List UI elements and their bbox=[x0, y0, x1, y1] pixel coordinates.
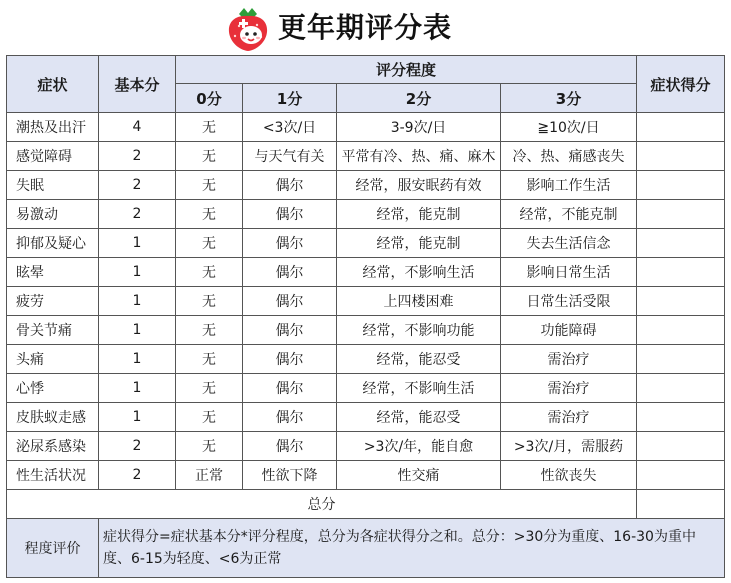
symptom-score-cell bbox=[637, 316, 725, 345]
table-row bbox=[7, 374, 725, 403]
strawberry-mascot-icon bbox=[226, 6, 270, 52]
header-row bbox=[7, 56, 725, 84]
degree-0-cell: 无 bbox=[176, 432, 243, 461]
base-score-cell: 2 bbox=[99, 432, 176, 461]
base-score-cell: 2 bbox=[99, 461, 176, 490]
degree-0-cell: 无 bbox=[176, 316, 243, 345]
degree-1-cell: 性欲下降 bbox=[243, 461, 337, 490]
symptom-score-cell bbox=[637, 258, 725, 287]
table-row bbox=[7, 229, 725, 258]
degree-1-cell: 偶尔 bbox=[243, 229, 337, 258]
degree-0-cell: 正常 bbox=[176, 461, 243, 490]
symptom-cell: 疲劳 bbox=[7, 287, 99, 316]
degree-1-cell: 偶尔 bbox=[243, 374, 337, 403]
degree-1-cell: <3次/日 bbox=[243, 113, 337, 142]
page-title: 更年期评分表 bbox=[278, 11, 453, 44]
col-header-score: 症状得分 bbox=[637, 56, 725, 113]
table-row bbox=[7, 258, 725, 287]
degree-1-cell: 偶尔 bbox=[243, 287, 337, 316]
symptom-cell: 感觉障碍 bbox=[7, 142, 99, 171]
title-bar bbox=[0, 0, 731, 55]
symptom-score-cell bbox=[637, 229, 725, 258]
symptom-score-cell bbox=[637, 374, 725, 403]
symptom-cell: 潮热及出汗 bbox=[7, 113, 99, 142]
degree-3-cell: 性欲丧失 bbox=[501, 461, 637, 490]
degree-2-cell: 上四楼困难 bbox=[337, 287, 501, 316]
degree-3-cell: 需治疗 bbox=[501, 403, 637, 432]
menopause-score-table bbox=[6, 55, 725, 578]
symptom-score-cell bbox=[637, 171, 725, 200]
degree-0-cell: 无 bbox=[176, 200, 243, 229]
base-score-cell: 1 bbox=[99, 374, 176, 403]
degree-3-cell: 经常，不能克制 bbox=[501, 200, 637, 229]
degree-1-cell: 偶尔 bbox=[243, 345, 337, 374]
base-score-cell: 4 bbox=[99, 113, 176, 142]
degree-2-cell: 3-9次/日 bbox=[337, 113, 501, 142]
degree-1-cell: 与天气有关 bbox=[243, 142, 337, 171]
symptom-cell: 泌尿系感染 bbox=[7, 432, 99, 461]
degree-2-cell: 经常，不影响生活 bbox=[337, 374, 501, 403]
degree-2-cell: 经常，能忍受 bbox=[337, 403, 501, 432]
degree-0-cell: 无 bbox=[176, 171, 243, 200]
degree-2-cell: 经常，不影响生活 bbox=[337, 258, 501, 287]
symptom-score-cell bbox=[637, 461, 725, 490]
degree-2-cell: 平常有冷、热、痛、麻木 bbox=[337, 142, 501, 171]
degree-2-cell: 经常，服安眠药有效 bbox=[337, 171, 501, 200]
symptom-score-cell bbox=[637, 200, 725, 229]
table-row bbox=[7, 142, 725, 171]
degree-0-cell: 无 bbox=[176, 142, 243, 171]
col-header-symptom: 症状 bbox=[7, 56, 99, 113]
evaluation-text: 症状得分=症状基本分*评分程度，总分为各症状得分之和。总分：>30分为重度、16-30为重中度、6-15为轻度、<6为正常 bbox=[99, 519, 725, 578]
symptom-cell: 头痛 bbox=[7, 345, 99, 374]
degree-3-cell: ≧10次/日 bbox=[501, 113, 637, 142]
degree-2-cell: 经常，能克制 bbox=[337, 229, 501, 258]
table-row bbox=[7, 200, 725, 229]
base-score-cell: 2 bbox=[99, 200, 176, 229]
base-score-cell: 1 bbox=[99, 345, 176, 374]
symptom-score-cell bbox=[637, 432, 725, 461]
base-score-cell: 1 bbox=[99, 258, 176, 287]
table-row bbox=[7, 403, 725, 432]
degree-level-1: 1分 bbox=[243, 84, 337, 113]
degree-3-cell: 日常生活受限 bbox=[501, 287, 637, 316]
base-score-cell: 2 bbox=[99, 142, 176, 171]
evaluation-label: 程度评价 bbox=[7, 519, 99, 578]
degree-1-cell: 偶尔 bbox=[243, 432, 337, 461]
degree-2-cell: 经常，不影响功能 bbox=[337, 316, 501, 345]
degree-0-cell: 无 bbox=[176, 113, 243, 142]
degree-3-cell: 冷、热、痛感丧失 bbox=[501, 142, 637, 171]
degree-1-cell: 偶尔 bbox=[243, 200, 337, 229]
symptom-cell: 眩晕 bbox=[7, 258, 99, 287]
degree-1-cell: 偶尔 bbox=[243, 403, 337, 432]
degree-level-3: 3分 bbox=[501, 84, 637, 113]
degree-3-cell: >3次/月，需服药 bbox=[501, 432, 637, 461]
degree-0-cell: 无 bbox=[176, 287, 243, 316]
table-row bbox=[7, 345, 725, 374]
symptom-score-cell bbox=[637, 287, 725, 316]
degree-3-cell: 影响工作生活 bbox=[501, 171, 637, 200]
table-row bbox=[7, 287, 725, 316]
base-score-cell: 1 bbox=[99, 316, 176, 345]
degree-level-2: 2分 bbox=[337, 84, 501, 113]
degree-2-cell: 经常，能克制 bbox=[337, 200, 501, 229]
degree-1-cell: 偶尔 bbox=[243, 316, 337, 345]
symptom-cell: 抑郁及疑心 bbox=[7, 229, 99, 258]
degree-3-cell: 需治疗 bbox=[501, 374, 637, 403]
degree-3-cell: 影响日常生活 bbox=[501, 258, 637, 287]
degree-level-0: 0分 bbox=[176, 84, 243, 113]
col-header-degree: 评分程度 bbox=[176, 56, 637, 84]
symptom-cell: 心悸 bbox=[7, 374, 99, 403]
table-row bbox=[7, 432, 725, 461]
table-row bbox=[7, 461, 725, 490]
symptom-cell: 失眠 bbox=[7, 171, 99, 200]
base-score-cell: 2 bbox=[99, 171, 176, 200]
symptom-cell: 易激动 bbox=[7, 200, 99, 229]
base-score-cell: 1 bbox=[99, 287, 176, 316]
evaluation-row bbox=[7, 519, 725, 578]
degree-0-cell: 无 bbox=[176, 229, 243, 258]
symptom-cell: 骨关节痛 bbox=[7, 316, 99, 345]
base-score-cell: 1 bbox=[99, 403, 176, 432]
degree-0-cell: 无 bbox=[176, 374, 243, 403]
col-header-base: 基本分 bbox=[99, 56, 176, 113]
table-row bbox=[7, 113, 725, 142]
symptom-score-cell bbox=[637, 403, 725, 432]
degree-1-cell: 偶尔 bbox=[243, 258, 337, 287]
symptom-cell: 皮肤蚁走感 bbox=[7, 403, 99, 432]
degree-3-cell: 功能障碍 bbox=[501, 316, 637, 345]
degree-3-cell: 失去生活信念 bbox=[501, 229, 637, 258]
table-row bbox=[7, 171, 725, 200]
degree-2-cell: 经常，能忍受 bbox=[337, 345, 501, 374]
degree-3-cell: 需治疗 bbox=[501, 345, 637, 374]
total-label: 总分 bbox=[7, 490, 637, 519]
base-score-cell: 1 bbox=[99, 229, 176, 258]
symptom-cell: 性生活状况 bbox=[7, 461, 99, 490]
degree-2-cell: 性交痛 bbox=[337, 461, 501, 490]
degree-0-cell: 无 bbox=[176, 258, 243, 287]
total-score-cell bbox=[637, 490, 725, 519]
degree-0-cell: 无 bbox=[176, 345, 243, 374]
degree-1-cell: 偶尔 bbox=[243, 171, 337, 200]
symptom-score-cell bbox=[637, 113, 725, 142]
table-row bbox=[7, 316, 725, 345]
degree-2-cell: >3次/年，能自愈 bbox=[337, 432, 501, 461]
symptom-score-cell bbox=[637, 345, 725, 374]
total-row bbox=[7, 490, 725, 519]
symptom-score-cell bbox=[637, 142, 725, 171]
degree-0-cell: 无 bbox=[176, 403, 243, 432]
